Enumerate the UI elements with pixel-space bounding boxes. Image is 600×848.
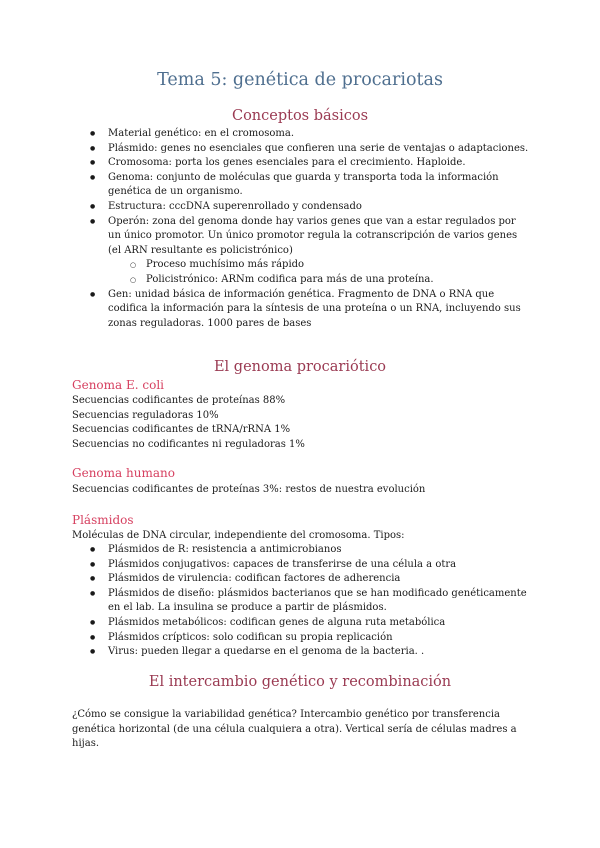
sub-list-item: ○ Proceso muchísimo más rápido — [130, 258, 530, 273]
subheading-humano: Genoma humano — [72, 466, 175, 480]
heading-intercambio: El intercambio genético y recombinación — [148, 674, 452, 690]
operon-text: Operón: zona del genoma donde hay varios genes que van a estar regulados por un único promotor. Un único promotor regula la cotranscripción de varios genes (el ARN resultante es policistrónico) — [108, 215, 518, 256]
list-item: ● Plásmidos crípticos: solo codifican su propia replicación — [90, 631, 530, 646]
list-item: ● Material genético: en el cromosoma. — [90, 127, 530, 142]
list-item: ● Estructura: cccDNA superenrollado y condensado — [90, 200, 530, 215]
list-item: ● Plásmidos metabólicos: codifican genes de alguna ruta metabólica — [90, 616, 530, 631]
subheading-plasmidos: Plásmidos — [72, 513, 134, 527]
list-item: ● Gen: unidad básica de información genética. Fragmento de DNA o RNA que codifica la información para la síntesis de una proteína o un RNA, incluyendo sus zonas reguladoras. 1000 pares de bases — [90, 288, 530, 332]
humano-line: Secuencias codificantes de proteínas 3%: restos de nuestra evolución — [72, 484, 426, 495]
list-item: ● Genoma: conjunto de moléculas que guarda y transporta toda la información genética de un organismo. — [90, 171, 530, 200]
list-item: ● Plásmidos de diseño: plásmidos bacterianos que se han modificado genéticamente en el lab. La insulina se produce a partir de plásmidos. — [90, 587, 530, 616]
text-line: Secuencias codificantes de proteínas 88% — [72, 395, 286, 406]
list-item: ● Virus: pueden llegar a quedarse en el genoma de la bacteria. . — [90, 645, 530, 660]
text-line: Secuencias no codificantes ni reguladoras 1% — [72, 438, 305, 450]
sub-list-item: ○ Policistrónico: ARNm codifica para más de una proteína. — [130, 273, 530, 288]
plasmidos-list — [90, 543, 530, 660]
subheading-ecoli: Genoma E. coli — [72, 378, 164, 392]
list-item: ● Plásmido: genes no esenciales que confieren una serie de ventajas o adaptaciones. — [90, 142, 530, 157]
operon-sublist — [108, 258, 530, 287]
plasmidos-intro: Moléculas de DNA circular, independiente del cromosoma. Tipos: — [72, 530, 405, 541]
text-line: Secuencias reguladoras 10% — [72, 409, 219, 421]
heading-conceptos: Conceptos básicos — [231, 108, 369, 124]
text-line: Secuencias codificantes de tRNA/rRNA 1% — [72, 424, 291, 436]
heading-genoma: El genoma procariótico — [213, 359, 387, 375]
list-item: ● Plásmidos de R: resistencia a antimicrobianos — [90, 543, 530, 558]
list-item: ● Cromosoma: porta los genes esenciales para el crecimiento. Haploide. — [90, 156, 530, 171]
list-item: ● Plásmidos de virulencia: codifican factores de adherencia — [90, 572, 530, 587]
page-title: Tema 5: genética de procariotas — [157, 70, 443, 90]
list-item: ● Plásmidos conjugativos: capaces de transferirse de una célula a otra — [90, 558, 530, 573]
conceptos-list — [90, 127, 530, 331]
ecoli-lines — [72, 394, 532, 452]
intercambio-paragraph: ¿Cómo se consigue la variabilidad genética? Intercambio genético por transferencia genética horizontal (de una célula cualquiera a otra). Vertical sería de células madres a hijas. — [72, 709, 517, 750]
list-item-operon — [90, 215, 530, 288]
